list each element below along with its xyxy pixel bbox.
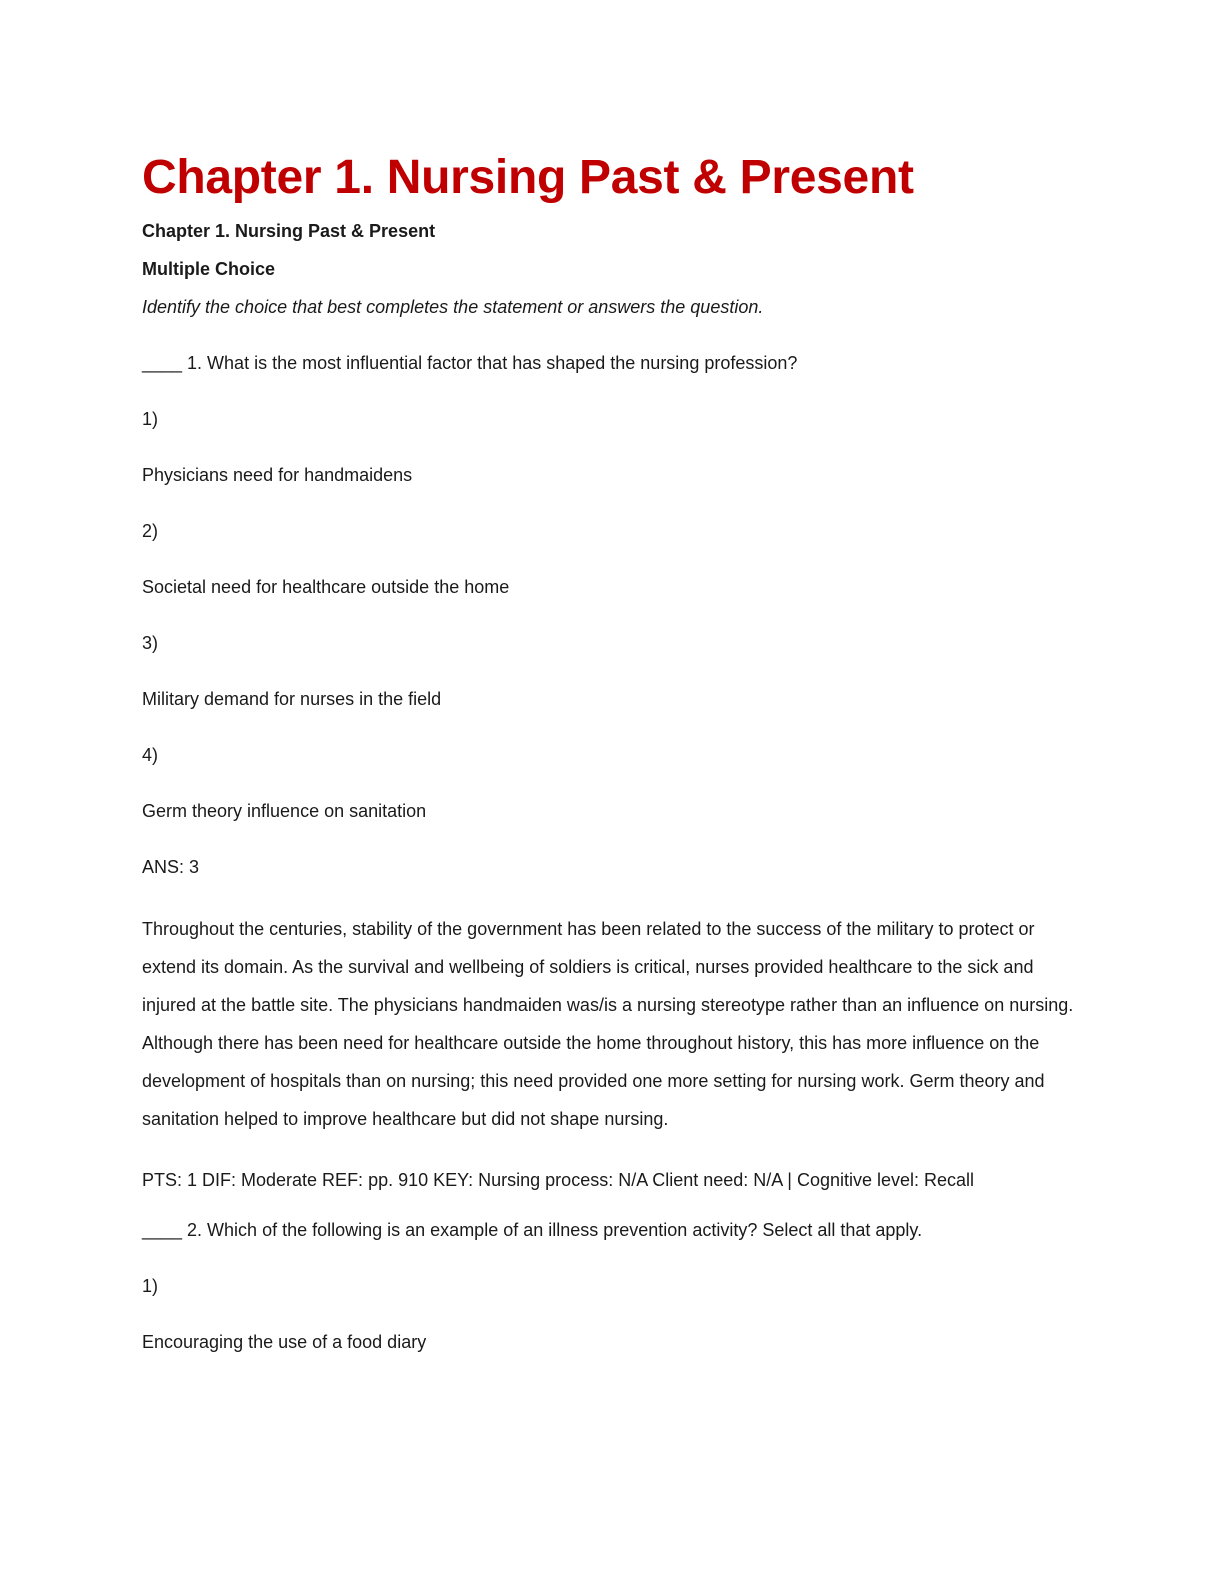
question-2 [142,1217,1082,1355]
section-heading: Multiple Choice [142,259,276,279]
option-text: Encouraging the use of a food diary [142,1332,427,1352]
document-title: Chapter 1. Nursing Past & Present [142,151,914,204]
question-stem: ____ 1. What is the most influential factor that has shaped the nursing profession? [142,353,798,373]
instructions-text: Identify the choice that best completes the statement or answers the question. [142,297,764,317]
question-1 [142,350,1082,1199]
answer-key: ANS: 3 [142,857,200,877]
option-text: Physicians need for handmaidens [142,465,413,485]
option-number: 1) [142,1276,159,1296]
option-number: 1) [142,409,159,429]
document-subtitle: Chapter 1. Nursing Past & Present [142,221,436,241]
question-stem: ____ 2. Which of the following is an example of an illness prevention activity? Select all that apply. [142,1220,923,1240]
option-text: Germ theory influence on sanitation [142,801,427,821]
answer-rationale: Throughout the centuries, stability of the government has been related to the success of the military to protect or extend its domain. As the survival and wellbeing of soldiers is critical, nurses provided healthcare to the sick and injured at the battle site. The physicians handmaiden was/is a nursing stereotype rather than an influence on nursing. Although there has been need for healthcare outside the home throughout history, this has more influence on the development of hospitals than on nursing; this need provided one more setting for nursing work. Germ theory and sanitation helped to improve healthcare but did not shape nursing. [142,919,1074,1129]
question-metadata: PTS: 1 DIF: Moderate REF: pp. 910 KEY: Nursing process: N/A Client need: N/A | Cognitive level: Recall [142,1170,975,1190]
document-body [142,146,1082,1355]
option-number: 3) [142,633,159,653]
option-number: 4) [142,745,159,765]
option-number: 2) [142,521,159,541]
option-text: Military demand for nurses in the field [142,689,442,709]
option-text: Societal need for healthcare outside the home [142,577,510,597]
